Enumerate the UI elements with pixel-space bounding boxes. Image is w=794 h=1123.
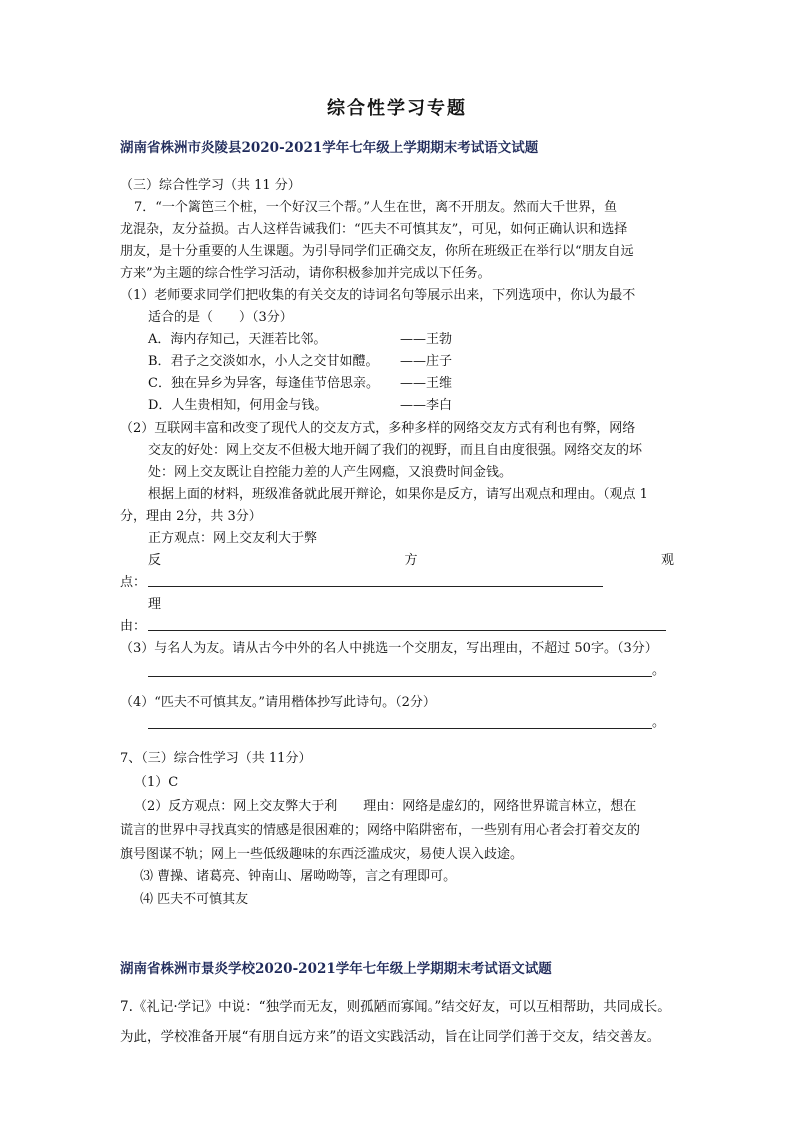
answer-2-cont: 谎言的世界中寻找真实的情感是很困难的；网络中陷阱密布，一些别有用心者会打着交友的	[120, 823, 641, 838]
question-line: 为此，学校准备开展“有朋自远方来”的语文实践活动，旨在让同学们善于交友，结交善友。	[120, 1029, 661, 1045]
reason-label: 由：	[120, 619, 147, 634]
affirmative-view: 正方观点：网上交友利大于弊	[148, 531, 318, 546]
answer-1: （1）C	[134, 775, 179, 790]
option-d: D．人生贵相知，何用金与钱。	[148, 398, 328, 413]
line-end-mark: 。	[652, 663, 666, 678]
reason-answer-line[interactable]	[148, 630, 666, 631]
option-b: B．君子之交淡如水，小人之交甘如醴。	[148, 354, 379, 369]
option-c: C．独在异乡为异客，每逢佳节倍思亲。	[148, 376, 379, 391]
answer-heading: 7、（三）综合性学习（共 11分）	[120, 751, 312, 766]
answer-2-cont: 旗号图谋不轨；网上一些低级趣味的东西泛滥成灾，易使人误入歧途。	[120, 847, 524, 862]
option-d-author: ——李白	[400, 398, 453, 413]
answer-3: ⑶ 曹操、诸葛亮、钟南山、屠呦呦等，言之有理即可。	[140, 869, 457, 884]
reason-label-char: 理	[148, 597, 162, 612]
subquestion-3-answer-line[interactable]	[148, 676, 652, 677]
option-c-author: ——王维	[400, 376, 453, 391]
source-heading-1: 湖南省株洲市炎陵县2020-2021学年七年级上学期期末考试语文试题	[120, 140, 539, 156]
label-char: 观	[660, 553, 674, 568]
label-char: 方	[404, 553, 418, 568]
negative-view-label-row	[148, 550, 674, 572]
subquestion-2-cont: 处：网上交友既让自控能力差的人产生网瘾，又浪费时间金钱。	[148, 465, 513, 480]
subquestion-2-cont: 交友的好处：网上交友不但极大地开阔了我们的视野，而且自由度很强。网络交友的坏	[148, 443, 643, 458]
question-line: 方来”为主题的综合性学习活动，请你积极参加并完成以下任务。	[120, 266, 491, 281]
subquestion-3: （3）与名人为友。请从古今中外的名人中挑选一个交朋友，写出理由，不超过 50字。（3分）	[120, 641, 658, 656]
question-line: 朋友，是十分重要的人生课题。为引导同学们正确交友，你所在班级正在举行以“朋友自远	[120, 244, 634, 259]
subquestion-1: （1）老师要求同学们把收集的有关交友的诗词名句等展示出来，下列选项中，你认为最不	[120, 288, 636, 303]
question-line: 7．“一个篱笆三个桩，一个好汉三个帮。”人生在世，离不开朋友。然而大千世界，鱼	[134, 200, 618, 215]
page-title: 综合性学习专题	[327, 98, 467, 119]
option-a: A．海内存知己，天涯若比邻。	[148, 332, 327, 347]
negative-view-label: 点：	[120, 575, 147, 590]
question-line: 龙混杂，友分益损。古人这样告诫我们：“匹夫不可慎其友”，可见，如何正确认识和选择	[120, 222, 628, 237]
subquestion-2: （2）互联网丰富和改变了现代人的交友方式，多种多样的网络交友方式有利也有弊，网络	[120, 421, 636, 436]
source-heading-2: 湖南省株洲市景炎学校2020-2021学年七年级上学期期末考试语文试题	[120, 961, 552, 977]
subquestion-4: （4）“匹夫不可慎其友。”请用楷体抄写此诗句。（2分）	[120, 695, 436, 710]
option-a-author: ——王勃	[400, 332, 453, 347]
answer-4: ⑷ 匹夫不可慎其友	[140, 892, 249, 907]
question-line: 7.《礼记·学记》中说：“独学而无友，则孤陋而寡闻。”结交好友，可以互相帮助，共同成长。	[120, 999, 671, 1015]
answer-2: （2）反方观点：网上交友弊大于利 理由：网络是虚幻的，网络世界谎言林立，想在	[134, 799, 637, 814]
subquestion-2-cont: 根据上面的材料，班级准备就此展开辩论，如果你是反方，请写出观点和理由。（观点 1	[148, 487, 648, 502]
negative-view-answer-line[interactable]	[148, 586, 603, 587]
subquestion-4-answer-line[interactable]	[148, 728, 652, 729]
subquestion-2-cont: 分，理由 2分，共 3分）	[120, 509, 262, 524]
option-b-author: ——庄子	[400, 354, 453, 369]
subquestion-1-cont: 适合的是（ ）（3分）	[148, 310, 293, 325]
line-end-mark: 。	[652, 715, 666, 730]
section-label: （三）综合性学习（共 11 分）	[120, 178, 301, 193]
label-char: 反	[148, 553, 162, 568]
